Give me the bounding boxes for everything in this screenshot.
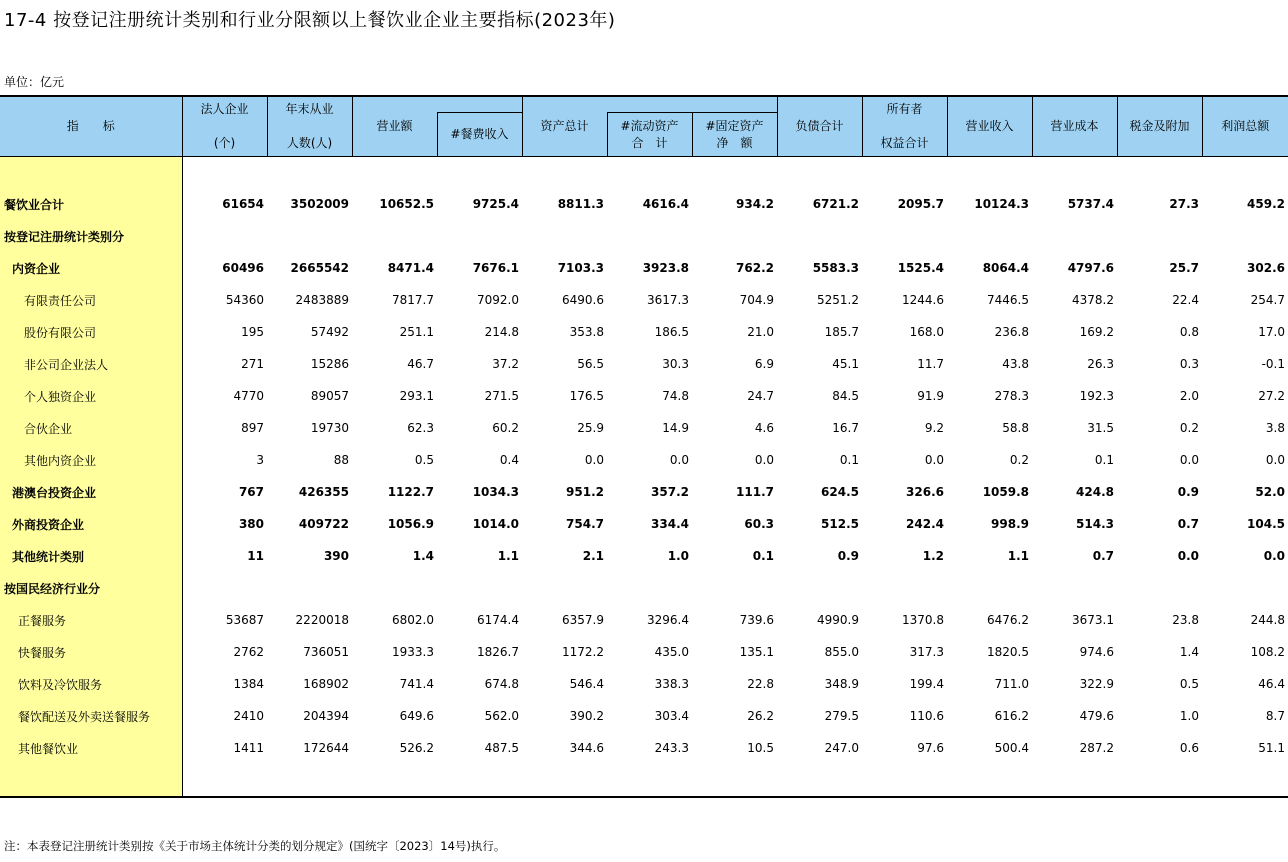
table-cell: 26.3: [1087, 357, 1114, 371]
table-cell: 736051: [303, 645, 349, 659]
table-cell: 0.2: [1009, 453, 1029, 467]
table-cell: 8811.3: [557, 197, 604, 211]
table-cell: 24.7: [747, 389, 774, 403]
header-current-assets: #流动资产 合 计: [607, 113, 692, 157]
table-cell: 5737.4: [1067, 197, 1114, 211]
table-cell: 2.1: [582, 549, 604, 563]
table-cell: 1.0: [667, 549, 689, 563]
table-cell: [862, 220, 947, 252]
table-cell: 4797.6: [1067, 261, 1114, 275]
table-cell: 616.2: [994, 709, 1029, 723]
table-cell: [267, 572, 352, 604]
table-cell: 338.3: [654, 677, 689, 691]
table-cell: [437, 220, 522, 252]
table-cell: 2.0: [1179, 389, 1199, 403]
header-owners-equity: 所有者 权益合计: [862, 96, 947, 157]
header-spacer: [607, 96, 692, 113]
spacer-row: [0, 157, 1288, 189]
table-cell: 1933.3: [392, 645, 434, 659]
table-cell: 2665542: [290, 261, 349, 275]
table-cell: 1244.6: [902, 293, 944, 307]
table-cell: 2762: [233, 645, 264, 659]
table-cell: [692, 572, 777, 604]
table-row: [0, 220, 1288, 252]
table-cell: [1117, 220, 1202, 252]
table-row: [0, 540, 1288, 572]
table-cell: 3296.4: [647, 613, 689, 627]
row-label: 股份有限公司: [0, 316, 182, 348]
table-cell: 1059.8: [982, 485, 1029, 499]
table-cell: [522, 220, 607, 252]
table-cell: 6490.6: [562, 293, 604, 307]
table-cell: 0.0: [1179, 453, 1199, 467]
table-cell: 22.8: [747, 677, 774, 691]
table-cell: 204394: [303, 709, 349, 723]
table-cell: 23.8: [1172, 613, 1199, 627]
table-row: [0, 252, 1288, 284]
table-cell: 1384: [233, 677, 264, 691]
table-cell: 8471.4: [387, 261, 434, 275]
table-cell: 21.0: [747, 325, 774, 339]
table-row: [0, 412, 1288, 444]
table-cell: 5583.3: [812, 261, 859, 275]
table-cell: 91.9: [917, 389, 944, 403]
table-cell: 7092.0: [477, 293, 519, 307]
table-cell: 53687: [225, 613, 264, 627]
table-row: [0, 668, 1288, 700]
table-cell: 0.5: [414, 453, 434, 467]
table-cell: 3502009: [290, 197, 349, 211]
table-cell: 74.8: [662, 389, 689, 403]
table-cell: 6.9: [754, 357, 774, 371]
table-cell: 19730: [310, 421, 349, 435]
table-cell: 1.1: [497, 549, 519, 563]
row-label: 快餐服务: [0, 636, 182, 668]
table-cell: [267, 220, 352, 252]
table-cell: 168902: [303, 677, 349, 691]
table-cell: 4616.4: [642, 197, 689, 211]
table-cell: 855.0: [824, 645, 859, 659]
table-cell: 562.0: [484, 709, 519, 723]
table-cell: 254.7: [1250, 293, 1285, 307]
table-cell: [607, 220, 692, 252]
table-cell: 51.1: [1258, 741, 1285, 755]
table-cell: 0.7: [1092, 549, 1114, 563]
table-cell: 60.2: [492, 421, 519, 435]
table-row: [0, 732, 1288, 764]
table-cell: 31.5: [1087, 421, 1114, 435]
table-cell: 0.0: [1177, 549, 1199, 563]
table-cell: 169.2: [1079, 325, 1114, 339]
table-cell: 624.5: [821, 485, 859, 499]
row-label: 正餐服务: [0, 604, 182, 636]
table-cell: 0.3: [1179, 357, 1199, 371]
table-cell: 84.5: [832, 389, 859, 403]
table-cell: 302.6: [1247, 261, 1285, 275]
table-cell: 6721.2: [812, 197, 859, 211]
table-cell: 0.0: [1263, 549, 1285, 563]
table-cell: 7103.3: [557, 261, 604, 275]
table-cell: 293.1: [399, 389, 434, 403]
table-cell: 8064.4: [982, 261, 1029, 275]
table-cell: 426355: [298, 485, 349, 499]
table-cell: 487.5: [484, 741, 519, 755]
table-cell: 199.4: [909, 677, 944, 691]
table-cell: [777, 572, 862, 604]
table-cell: 271.5: [484, 389, 519, 403]
table-cell: 1014.0: [472, 517, 519, 531]
table-row: [0, 188, 1288, 220]
table-row: [0, 444, 1288, 476]
table-cell: 236.8: [994, 325, 1029, 339]
row-label: 按国民经济行业分: [0, 572, 182, 604]
table-cell: 4770: [233, 389, 264, 403]
table-cell: 741.4: [399, 677, 434, 691]
table-cell: 7817.7: [392, 293, 434, 307]
table-cell: 6174.4: [477, 613, 519, 627]
table-cell: 10124.3: [974, 197, 1029, 211]
table-cell: 390.2: [569, 709, 604, 723]
table-cell: 4990.9: [817, 613, 859, 627]
row-label: 外商投资企业: [0, 508, 182, 540]
table-cell: 185.7: [824, 325, 859, 339]
table-cell: 1370.8: [902, 613, 944, 627]
table-cell: 897: [241, 421, 264, 435]
table-cell: 0.9: [1177, 485, 1199, 499]
table-cell: [777, 220, 862, 252]
table-cell: 0.1: [1094, 453, 1114, 467]
table-row: [0, 508, 1288, 540]
table-cell: 974.6: [1079, 645, 1114, 659]
table-cell: 16.7: [832, 421, 859, 435]
table-cell: 1172.2: [562, 645, 604, 659]
table-cell: 6357.9: [562, 613, 604, 627]
table-cell: 56.5: [577, 357, 604, 371]
table-cell: 0.8: [1179, 325, 1199, 339]
table-cell: 214.8: [484, 325, 519, 339]
table-cell: 251.1: [399, 325, 434, 339]
table-cell: 1.2: [922, 549, 944, 563]
table-row: [0, 636, 1288, 668]
table-cell: 25.7: [1169, 261, 1199, 275]
table-cell: 762.2: [736, 261, 774, 275]
table-cell: 15286: [310, 357, 349, 371]
table-cell: 108.2: [1250, 645, 1285, 659]
spacer-row: [0, 764, 1288, 797]
table-cell: 176.5: [569, 389, 604, 403]
row-label: 按登记注册统计类别分: [0, 220, 182, 252]
table-cell: 3: [256, 453, 264, 467]
table-cell: 30.3: [662, 357, 689, 371]
table-cell: [1117, 572, 1202, 604]
table-cell: 512.5: [821, 517, 859, 531]
table-cell: 1826.7: [477, 645, 519, 659]
table-cell: [522, 572, 607, 604]
table-cell: [1032, 220, 1117, 252]
table-cell: 0.9: [837, 549, 859, 563]
row-label: 港澳台投资企业: [0, 476, 182, 508]
table-cell: 11.7: [917, 357, 944, 371]
table-cell: 192.3: [1079, 389, 1114, 403]
table-cell: 54360: [225, 293, 264, 307]
unit-label: 单位：亿元: [4, 75, 65, 89]
table-cell: 0.5: [1179, 677, 1199, 691]
table-cell: 1820.5: [987, 645, 1029, 659]
row-label: 其他餐饮业: [0, 732, 182, 764]
table-cell: 0.0: [924, 453, 944, 467]
header-spacer: [437, 96, 522, 113]
table-cell: 4378.2: [1072, 293, 1114, 307]
table-cell: 0.1: [839, 453, 859, 467]
table-cell: [182, 572, 267, 604]
table-cell: 62.3: [407, 421, 434, 435]
table-cell: 27.2: [1258, 389, 1285, 403]
header-total-liabilities: 负债合计: [777, 96, 862, 157]
table-cell: 46.4: [1258, 677, 1285, 691]
table-cell: 172644: [303, 741, 349, 755]
table-cell: 934.2: [736, 197, 774, 211]
table-cell: -0.1: [1261, 357, 1285, 371]
table-cell: 0.0: [584, 453, 604, 467]
table-cell: 0.0: [669, 453, 689, 467]
table-cell: 711.0: [994, 677, 1029, 691]
table-cell: 357.2: [651, 485, 689, 499]
table-cell: 22.4: [1172, 293, 1199, 307]
table-cell: 0.4: [499, 453, 519, 467]
table-cell: 2483889: [295, 293, 349, 307]
table-cell: 11: [247, 549, 264, 563]
table-cell: 3923.8: [642, 261, 689, 275]
footnote: 注：本表登记注册统计类别按《关于市场主体统计分类的划分规定》(国统字〔2023〕14号)执行。: [4, 839, 506, 853]
table-cell: [862, 572, 947, 604]
table-cell: 390: [323, 549, 349, 563]
table-cell: [947, 572, 1032, 604]
table-cell: 326.6: [906, 485, 944, 499]
table-row: [0, 700, 1288, 732]
table-cell: [1202, 220, 1288, 252]
table-cell: 2410: [233, 709, 264, 723]
header-legal-entities: 法人企业 (个): [182, 96, 267, 157]
table-cell: 88: [333, 453, 349, 467]
table-cell: 27.3: [1169, 197, 1199, 211]
table-cell: [692, 220, 777, 252]
table-cell: 674.8: [484, 677, 519, 691]
table-cell: 43.8: [1002, 357, 1029, 371]
header-fixed-assets: #固定资产 净 额: [692, 113, 777, 157]
table-cell: 89057: [310, 389, 349, 403]
table-cell: 97.6: [917, 741, 944, 755]
table-cell: 17.0: [1258, 325, 1285, 339]
table-cell: 649.6: [399, 709, 434, 723]
table-row: [0, 316, 1288, 348]
table-cell: 135.1: [739, 645, 774, 659]
header-employees: 年末从业 人数(人): [267, 96, 352, 157]
table-cell: 435.0: [654, 645, 689, 659]
table-cell: 353.8: [569, 325, 604, 339]
table-body: [0, 157, 1288, 798]
table-cell: 244.8: [1250, 613, 1285, 627]
table-cell: 168.0: [909, 325, 944, 339]
table-cell: 287.2: [1079, 741, 1114, 755]
table-row: [0, 572, 1288, 604]
table-cell: 57492: [310, 325, 349, 339]
header-total-profit: 利润总额: [1202, 96, 1288, 157]
table-row: [0, 380, 1288, 412]
table-cell: 3.8: [1265, 421, 1285, 435]
row-label: 非公司企业法人: [0, 348, 182, 380]
table-cell: 60.3: [744, 517, 774, 531]
table-cell: 104.5: [1247, 517, 1285, 531]
table-cell: 459.2: [1247, 197, 1285, 211]
table-cell: 344.6: [569, 741, 604, 755]
table-cell: 998.9: [991, 517, 1029, 531]
table-cell: [437, 572, 522, 604]
table-cell: 317.3: [909, 645, 944, 659]
table-cell: 2095.7: [897, 197, 944, 211]
table-cell: 242.4: [906, 517, 944, 531]
header-meal-revenue: #餐费收入: [437, 113, 522, 157]
table-cell: 1056.9: [387, 517, 434, 531]
table-cell: 1.4: [1179, 645, 1199, 659]
header-operating-cost: 营业成本: [1032, 96, 1117, 157]
table-cell: 0.7: [1177, 517, 1199, 531]
row-label: 个人独资企业: [0, 380, 182, 412]
table-cell: 9.2: [924, 421, 944, 435]
table-cell: 279.5: [824, 709, 859, 723]
table-cell: 424.8: [1076, 485, 1114, 499]
table-cell: 8.7: [1265, 709, 1285, 723]
table-cell: 110.6: [909, 709, 944, 723]
table-cell: 951.2: [566, 485, 604, 499]
indicator-table: [0, 95, 1288, 798]
table-cell: 111.7: [736, 485, 774, 499]
row-label: 其他内资企业: [0, 444, 182, 476]
table-cell: 0.0: [754, 453, 774, 467]
table-cell: 500.4: [994, 741, 1029, 755]
table-cell: 45.1: [832, 357, 859, 371]
header-turnover: 营业额: [352, 96, 437, 157]
page-title: 17-4 按登记注册统计类别和行业分限额以上餐饮业企业主要指标(2023年): [4, 10, 616, 31]
table-cell: 0.2: [1179, 421, 1199, 435]
table-cell: 754.7: [566, 517, 604, 531]
table-cell: 7676.1: [472, 261, 519, 275]
row-label: 其他统计类别: [0, 540, 182, 572]
row-label: 内资企业: [0, 252, 182, 284]
row-label: 餐饮配送及外卖送餐服务: [0, 700, 182, 732]
table-cell: 25.9: [577, 421, 604, 435]
header-spacer: [692, 96, 777, 113]
table-cell: 1.0: [1179, 709, 1199, 723]
table-cell: 46.7: [407, 357, 434, 371]
header-total-assets: 资产总计: [522, 96, 607, 157]
table-cell: 0.6: [1179, 741, 1199, 755]
table-cell: 1122.7: [387, 485, 434, 499]
table-cell: 479.6: [1079, 709, 1114, 723]
table-cell: 1.1: [1007, 549, 1029, 563]
row-label: 餐饮业合计: [0, 188, 182, 220]
table-cell: [352, 572, 437, 604]
table-cell: [352, 220, 437, 252]
table-cell: 6476.2: [987, 613, 1029, 627]
table-cell: 58.8: [1002, 421, 1029, 435]
table-cell: 61654: [222, 197, 264, 211]
table-cell: 767: [238, 485, 264, 499]
table-cell: 380: [238, 517, 264, 531]
table-row: [0, 604, 1288, 636]
table-cell: 271: [241, 357, 264, 371]
table-cell: 1411: [233, 741, 264, 755]
header-taxes: 税金及附加: [1117, 96, 1202, 157]
table-cell: 9725.4: [472, 197, 519, 211]
table-cell: 26.2: [747, 709, 774, 723]
table-cell: 704.9: [739, 293, 774, 307]
row-label: 饮料及冷饮服务: [0, 668, 182, 700]
table-cell: 3673.1: [1072, 613, 1114, 627]
table-cell: 526.2: [399, 741, 434, 755]
table-cell: 322.9: [1079, 677, 1114, 691]
table-cell: 4.6: [754, 421, 774, 435]
table-cell: 1034.3: [472, 485, 519, 499]
table-cell: 195: [241, 325, 264, 339]
table-cell: [1032, 572, 1117, 604]
table-cell: 278.3: [994, 389, 1029, 403]
table-cell: 739.6: [739, 613, 774, 627]
table-cell: 0.0: [1265, 453, 1285, 467]
table-cell: 514.3: [1076, 517, 1114, 531]
table-row: [0, 284, 1288, 316]
table-cell: 10652.5: [379, 197, 434, 211]
header-indicator: 指 标: [0, 96, 182, 157]
table-cell: 7446.5: [987, 293, 1029, 307]
row-label: 有限责任公司: [0, 284, 182, 316]
table-cell: 1.4: [412, 549, 434, 563]
header-operating-revenue: 营业收入: [947, 96, 1032, 157]
table-cell: 243.3: [654, 741, 689, 755]
table-cell: 546.4: [569, 677, 604, 691]
table-cell: 303.4: [654, 709, 689, 723]
table-cell: 247.0: [824, 741, 859, 755]
table-cell: 186.5: [654, 325, 689, 339]
table-cell: 5251.2: [817, 293, 859, 307]
table-cell: 60496: [222, 261, 264, 275]
table-cell: 10.5: [747, 741, 774, 755]
table-cell: 3617.3: [647, 293, 689, 307]
table-cell: 409722: [298, 517, 349, 531]
table-row: [0, 476, 1288, 508]
table-cell: 0.1: [752, 549, 774, 563]
table-cell: 348.9: [824, 677, 859, 691]
table-cell: 6802.0: [392, 613, 434, 627]
row-label: 合伙企业: [0, 412, 182, 444]
table-cell: 2220018: [295, 613, 349, 627]
table-row: [0, 348, 1288, 380]
table-cell: [947, 220, 1032, 252]
table-cell: 1525.4: [897, 261, 944, 275]
table-cell: [182, 220, 267, 252]
table-cell: 334.4: [651, 517, 689, 531]
table-cell: [607, 572, 692, 604]
table-cell: 14.9: [662, 421, 689, 435]
table-cell: 37.2: [492, 357, 519, 371]
table-cell: [1202, 572, 1288, 604]
table-cell: 52.0: [1255, 485, 1285, 499]
